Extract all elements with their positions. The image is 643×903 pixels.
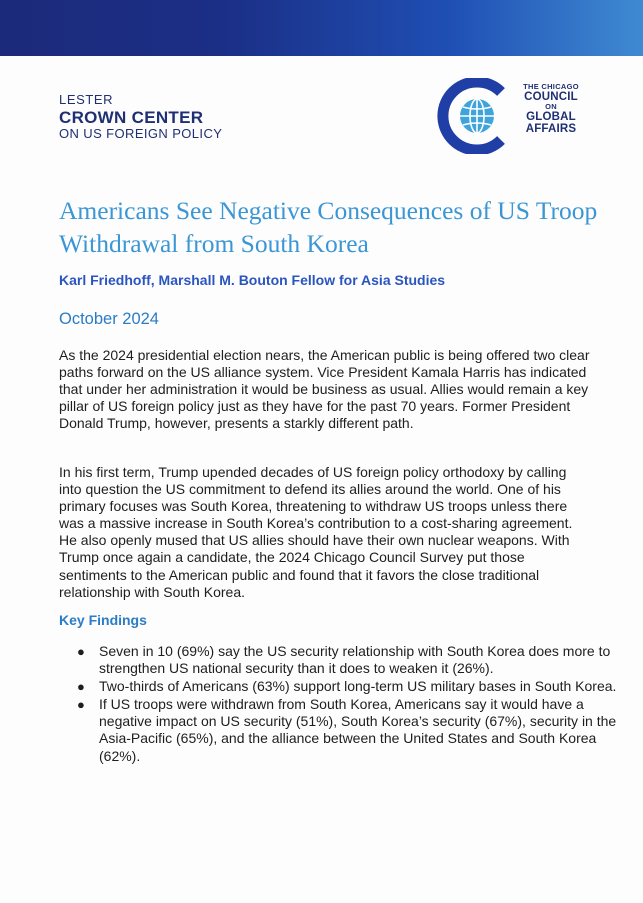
finding-text: Two-thirds of Americans (63%) support long-term US military bases in South Korea. (99, 678, 617, 695)
author-byline: Karl Friedhoff, Marshall M. Bouton Fellow for Asia Studies (59, 272, 446, 288)
globe-c-icon (437, 78, 515, 154)
chicago-council-logo (437, 78, 587, 154)
ccga-line1: THE CHICAGO (523, 82, 579, 91)
finding-item (77, 678, 619, 695)
ccga-line4: GLOBAL (526, 110, 576, 123)
lcc-logo-line1: LESTER (59, 92, 114, 107)
finding-text: If US troops were withdrawn from South Korea, Americans say it would have a negative impact on US security (51%), South Korea’s security (67%), security in the Asia-Pacific (65%), and the alliance between the United States and South Korea (62%). (99, 696, 617, 764)
lcc-logo-line2: CROWN CENTER (59, 107, 204, 127)
intro-paragraph: As the 2024 presidential election nears, the American public is being offered two clear paths forward on the US alliance system. Vice President Kamala Harris has indicated that under her administration it would be business as usual. Allies would remain a key pillar of US foreign policy just as they have for the past 70 years. Former President Donald Trump, however, presents a starkly different path. (59, 347, 590, 432)
finding-text: Seven in 10 (69%) say the US security relationship with South Korea does more to strengthen US national security than it does to weaken it (26%). (99, 643, 611, 677)
finding-item (77, 643, 619, 677)
finding-item (77, 696, 619, 764)
lcc-logo-line3: ON US FOREIGN POLICY (59, 125, 223, 141)
lester-crown-center-logo (59, 93, 222, 141)
bullet-icon: ● (77, 679, 85, 695)
body-paragraph: In his first term, Trump upended decades of US foreign policy orthodoxy by calling into question the US commitment to defend its allies around the world. One of his primary focuses was South Korea, threatening to withdraw US troops unless there was a massive increase in South Korea’s contribution to a cost-sharing agreement. He also openly mused that US allies should have their own nuclear weapons. With Trump once again a candidate, the 2024 Chicago Council Survey put those sentiments to the American public and found that it favors the close traditional relationship with South Korea. (59, 464, 573, 600)
bullet-icon: ● (77, 644, 85, 659)
key-findings-heading: Key Findings (59, 612, 147, 628)
publication-date: October 2024 (59, 310, 159, 328)
key-findings-list (59, 643, 619, 766)
top-gradient-banner (0, 0, 643, 56)
document-title: Americans See Negative Consequences of US Troop Withdrawal from South Korea (59, 196, 598, 258)
chicago-council-wordmark (516, 83, 586, 135)
ccga-line3: ON (545, 101, 557, 111)
ccga-line2: COUNCIL (524, 90, 578, 103)
ccga-line5: AFFAIRS (525, 122, 577, 135)
bullet-icon: ● (77, 697, 85, 713)
